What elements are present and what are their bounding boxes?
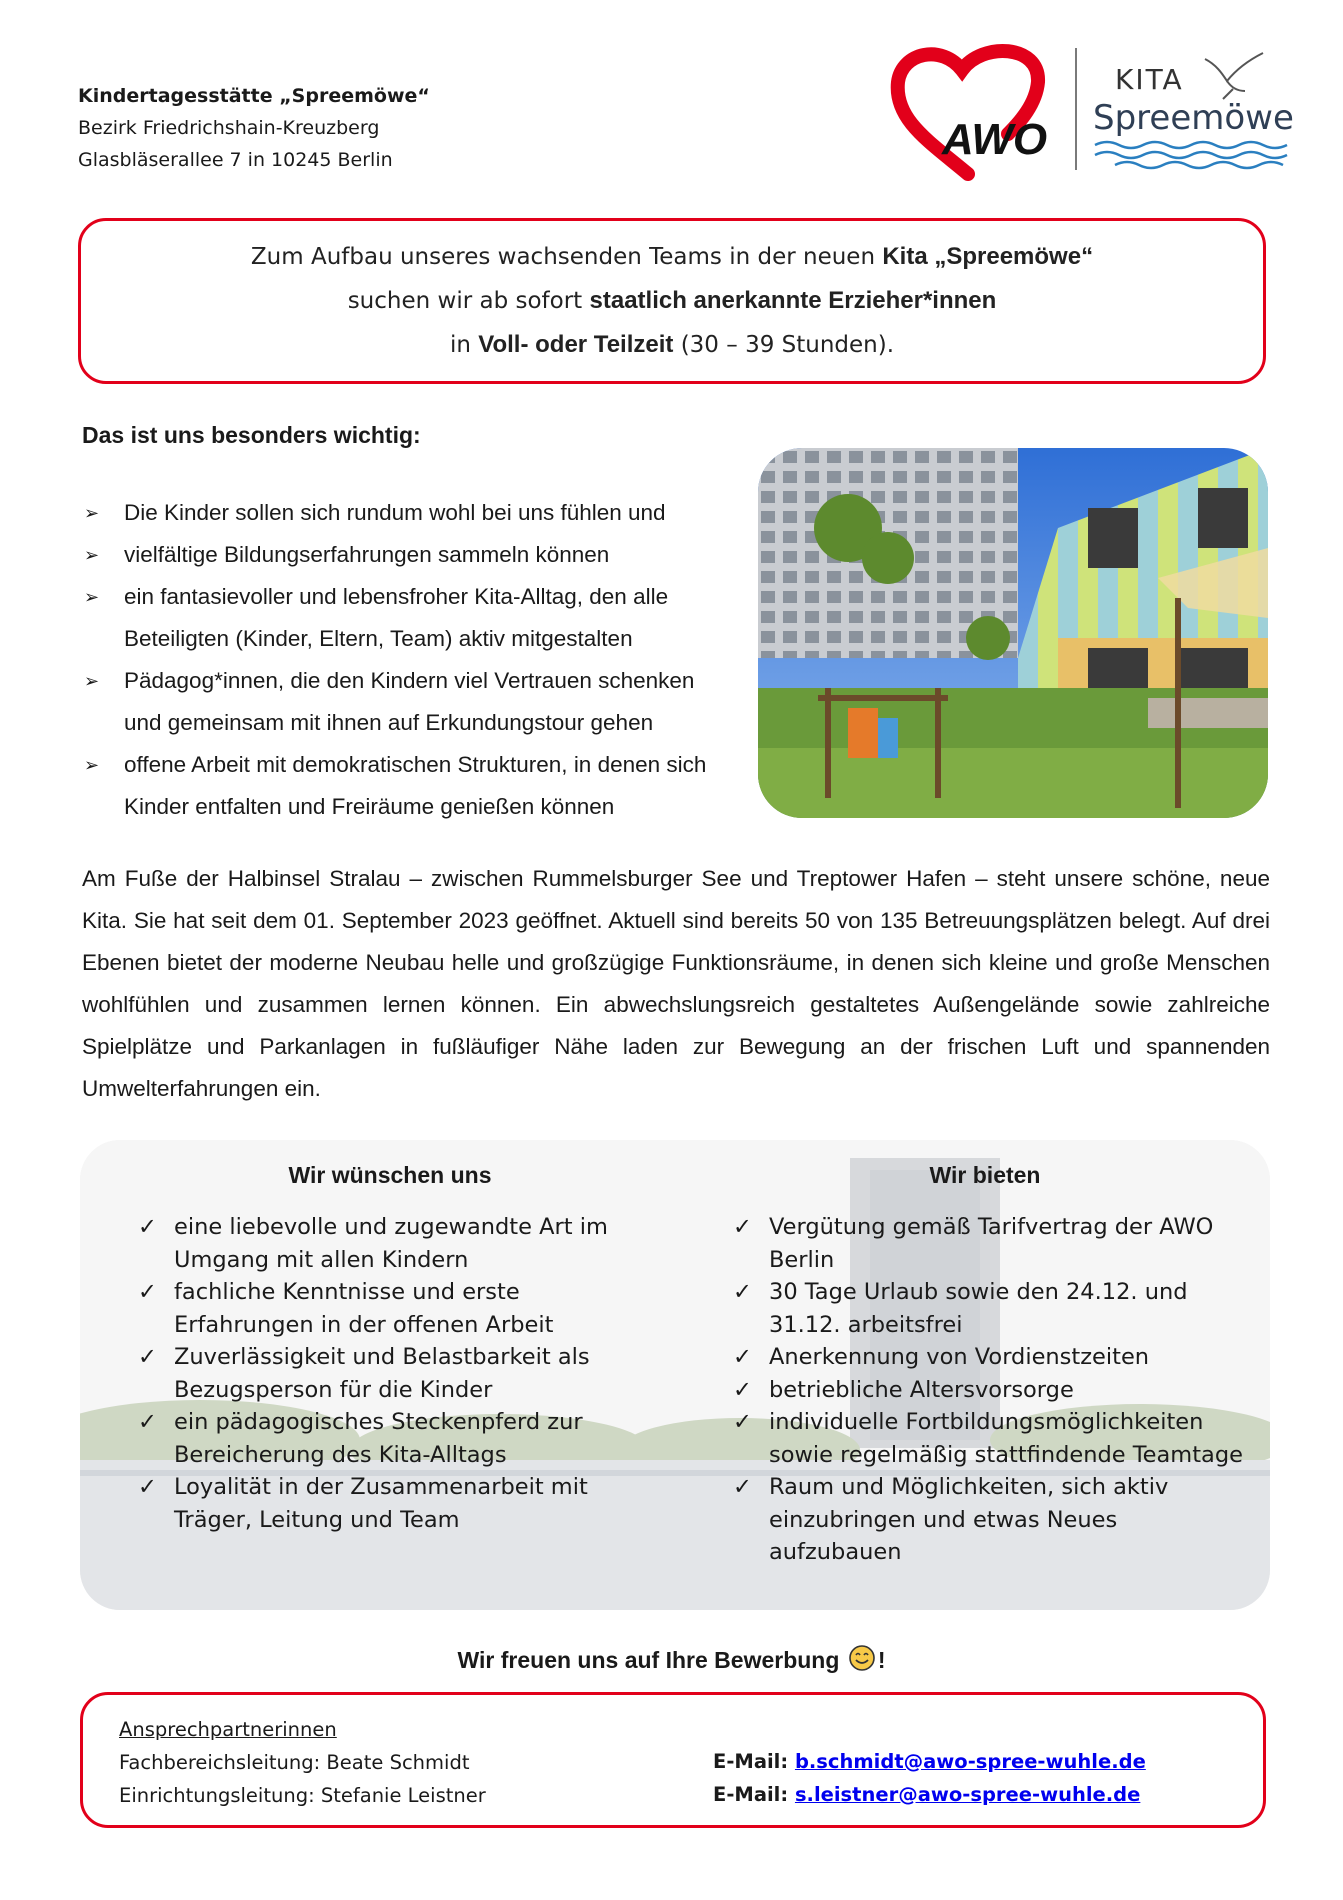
contact-heading: Ansprechpartnerinnen xyxy=(119,1718,337,1741)
arrow-bullet-icon: ➢ xyxy=(84,755,100,775)
arrow-bullet-icon: ➢ xyxy=(84,671,100,691)
list-item-text: 30 Tage Urlaub sowie den 24.12. und 31.12. arbeitsfrei xyxy=(769,1279,1188,1338)
list-item-text: Zuverlässigkeit und Belastbarkeit als Bezugsperson für die Kinder xyxy=(174,1344,590,1403)
list-item xyxy=(130,1211,650,1276)
intro-line-1 xyxy=(81,235,1263,279)
list-item xyxy=(84,744,734,828)
kita-spreemoewe-logo xyxy=(1085,45,1313,175)
contact-emails xyxy=(713,1745,1146,1811)
email-link-schmidt[interactable]: b.schmidt@awo-spree-wuhle.de xyxy=(794,1750,1146,1773)
email-row-1 xyxy=(713,1745,1146,1778)
important-list xyxy=(84,492,734,828)
smiley-icon xyxy=(848,1644,876,1672)
checkmark-icon: ✓ xyxy=(138,1279,157,1305)
list-item xyxy=(130,1276,650,1341)
kita-description: Am Fuße der Halbinsel Stralau – zwischen Rummelsburger See und Treptower Hafen – steht unsere schöne, neue Kita. Sie hat seit dem 01. September 2023 geöffnet. Aktuell sind bereits 50 von 135 Betreuungsplätzen belegt. Auf drei Ebenen bietet der moderne Neubau helle und großzügige Funktionsräume, in denen sich kleine und große Menschen wohlfühlen und zusammen lernen können. Ein abwechslungsreich gestaltetes Außengelände sowie zahlreiche Spielplätze und Parkanlagen in fußläufiger Nähe laden zur Bewegung an der frischen Luft und spannenden Umwelterfahrungen ein. xyxy=(82,866,1270,1101)
list-item-text: ein fantasievoller und lebensfroher Kita-Alltag, den alle Beteiligten (Kinder, Eltern, Team) aktiv mitgestalten xyxy=(124,584,669,651)
intro-box xyxy=(78,218,1266,384)
list-item-text: Loyalität in der Zusammenarbeit mit Träger, Leitung und Team xyxy=(174,1474,588,1533)
closing-exclamation: ! xyxy=(877,1647,886,1673)
offers-list xyxy=(725,1211,1245,1569)
important-title: Das ist uns besonders wichtig: xyxy=(82,422,421,448)
checkmark-icon: ✓ xyxy=(138,1474,157,1500)
kita-building-photo xyxy=(758,448,1268,818)
logo-divider xyxy=(1075,48,1077,170)
org-street: Glasbläserallee 7 in 10245 Berlin xyxy=(78,149,393,171)
list-item xyxy=(725,1471,1245,1569)
list-item-text: Die Kinder sollen sich rundum wohl bei uns fühlen und xyxy=(124,500,666,525)
address-block xyxy=(78,80,430,176)
org-district: Bezirk Friedrichshain-Kreuzberg xyxy=(78,117,380,139)
checkmark-icon: ✓ xyxy=(138,1344,157,1370)
closing-text: Wir freuen uns auf Ihre Bewerbung xyxy=(457,1647,840,1673)
list-item-text: ein pädagogisches Steckenpferd zur Bereicherung des Kita-Alltags xyxy=(174,1409,583,1468)
awo-logo-text: AWO xyxy=(942,115,1048,164)
list-item-text: vielfältige Bildungserfahrungen sammeln können xyxy=(124,542,610,567)
intro-text: Zum Aufbau unseres wachsenden Teams in der neuen xyxy=(250,244,883,270)
spreemoewe-logo-text: Spreemöwe xyxy=(1093,98,1294,138)
intro-employment-type: Voll- oder Teilzeit xyxy=(478,331,674,358)
email-label: E-Mail: xyxy=(713,1783,795,1806)
intro-line-3 xyxy=(81,323,1263,367)
offers-column xyxy=(725,1162,1245,1569)
list-item-text: individuelle Fortbildungsmöglichkeiten sowie regelmäßig stattfindende Teamtage xyxy=(769,1409,1243,1468)
checkmark-icon: ✓ xyxy=(733,1344,752,1370)
contact-person-2: Einrichtungsleitung: Stefanie Leistner xyxy=(119,1784,486,1807)
contact-persons xyxy=(119,1713,486,1812)
org-name: Kindertagesstätte „Spreemöwe“ xyxy=(78,85,430,107)
list-item xyxy=(725,1341,1245,1374)
list-item xyxy=(84,534,734,576)
list-item-text: Vergütung gemäß Tarifvertrag der AWO Berlin xyxy=(769,1214,1214,1273)
wishes-offers-panel xyxy=(80,1140,1270,1610)
list-item xyxy=(725,1374,1245,1407)
awo-logo xyxy=(890,42,1070,182)
list-item xyxy=(84,660,734,744)
list-item-text: Raum und Möglichkeiten, sich aktiv einzubringen und etwas Neues aufzubauen xyxy=(769,1474,1169,1565)
offers-title: Wir bieten xyxy=(929,1162,1041,1188)
contact-person-1: Fachbereichsleitung: Beate Schmidt xyxy=(119,1751,470,1774)
checkmark-icon: ✓ xyxy=(733,1279,752,1305)
list-item-text: fachliche Kenntnisse und erste Erfahrungen in der offenen Arbeit xyxy=(174,1279,554,1338)
wishes-column xyxy=(130,1162,650,1536)
closing-line xyxy=(0,1644,1343,1674)
list-item xyxy=(130,1471,650,1536)
intro-line-2 xyxy=(81,279,1263,323)
list-item-text: eine liebevolle und zugewandte Art im Umgang mit allen Kindern xyxy=(174,1214,608,1273)
arrow-bullet-icon: ➢ xyxy=(84,545,100,565)
list-item xyxy=(725,1211,1245,1276)
wishes-title: Wir wünschen uns xyxy=(288,1162,492,1188)
list-item xyxy=(725,1406,1245,1471)
kita-logo-text: KITA xyxy=(1115,63,1184,96)
list-item xyxy=(130,1406,650,1471)
list-item-text: betriebliche Altersvorsorge xyxy=(769,1376,1074,1403)
seagull-icon xyxy=(1205,53,1263,99)
intro-text: suchen wir ab sofort xyxy=(347,288,590,314)
list-item-text: Pädagog*innen, die den Kindern viel Vertrauen schenken und gemeinsam mit ihnen auf Erkundungstour gehen xyxy=(124,668,695,735)
list-item xyxy=(725,1276,1245,1341)
email-row-2 xyxy=(713,1778,1146,1811)
contact-box xyxy=(80,1692,1266,1828)
wishes-list xyxy=(130,1211,650,1536)
checkmark-icon: ✓ xyxy=(733,1214,752,1240)
list-item-text: Anerkennung von Vordienstzeiten xyxy=(769,1344,1150,1370)
intro-hours: (30 – 39 Stunden). xyxy=(673,332,895,358)
list-item xyxy=(84,576,734,660)
list-item-text: offene Arbeit mit demokratischen Strukturen, in denen sich Kinder entfalten und Freiräume genießen können xyxy=(124,752,707,819)
arrow-bullet-icon: ➢ xyxy=(84,587,100,607)
list-item xyxy=(130,1341,650,1406)
checkmark-icon: ✓ xyxy=(733,1376,752,1403)
checkmark-icon: ✓ xyxy=(138,1409,157,1435)
checkmark-icon: ✓ xyxy=(138,1214,157,1240)
intro-text: in xyxy=(449,332,479,358)
email-label: E-Mail: xyxy=(713,1750,795,1773)
waves-icon xyxy=(1095,142,1287,168)
checkmark-icon: ✓ xyxy=(733,1409,752,1435)
email-link-leistner[interactable]: s.leistner@awo-spree-wuhle.de xyxy=(794,1783,1141,1806)
list-item xyxy=(84,492,734,534)
intro-kita-name: Kita „Spreemöwe“ xyxy=(882,243,1094,270)
intro-position: staatlich anerkannte Erzieher*innen xyxy=(589,287,997,314)
checkmark-icon: ✓ xyxy=(733,1474,752,1500)
arrow-bullet-icon: ➢ xyxy=(84,503,100,523)
